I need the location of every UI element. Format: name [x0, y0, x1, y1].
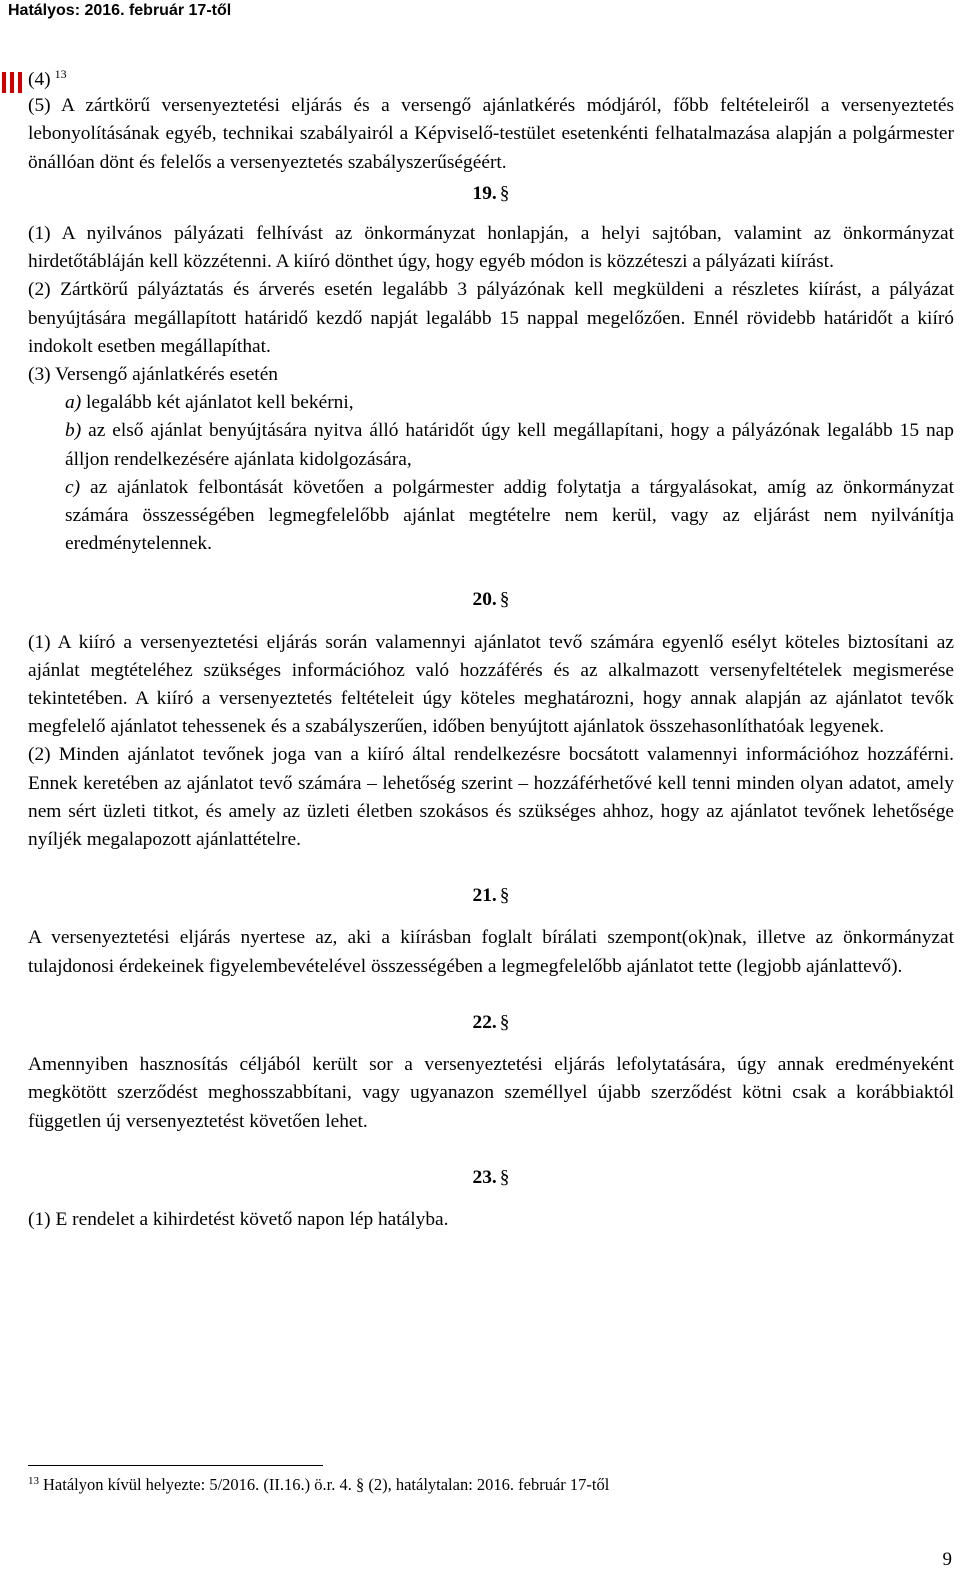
footnote-number: 13 — [28, 1474, 39, 1487]
s19-item-a — [28, 389, 954, 417]
paragraph-4-label: (4) — [28, 69, 51, 90]
item-a-label: a) — [65, 392, 82, 414]
s19-para-3: (3) Versengő ajánlatkérés esetén — [28, 364, 278, 386]
s19-item-c — [28, 474, 954, 559]
s19-para-2: (2) Zártkörű pályáztatás és árverés esetén legalább 3 pályázónak kell megküldeni a részletes kiírást, a pályázat benyújtására megállapított határidő kezdő napját legalább 15 nappal megelőzően. Ennél rövidebb határidőt a kiíró indokolt esetben megállapíthat. — [28, 279, 954, 357]
section-19-heading — [28, 180, 954, 208]
section-23-heading — [28, 1164, 954, 1192]
item-c-label: c) — [65, 476, 81, 498]
paragraph-4 — [28, 66, 954, 94]
s19-para-1: (1) A nyilvános pályázati felhívást az önkormányzat honlapján, a helyi sajtóban, valamint az önkormányzat hirdetőtábláján kell közzétenni. A kiíró dönthet úgy, hogy egyéb módon is közzéteszi a pályázati kiírást. — [28, 223, 954, 273]
section-sign-icon[interactable]: § — [499, 1011, 510, 1033]
section-sign-icon[interactable]: § — [499, 885, 510, 907]
footnote-ref[interactable]: 13 — [54, 66, 67, 81]
item-b-text: az első ajánlat benyújtására nyitva álló határidőt úgy kell megállapítani, hogy a pályázónak legalább 15 nap álljon rendelkezésére ajánlata kidolgozására, — [65, 420, 954, 470]
s22-para-1: Amennyiben hasznosítás céljából került sor a versenyeztetési eljárás lefolytatására, úgy annak eredményeként megkötött szerződést meghosszabbítani, vagy ugyanazon személlyel újabb szerződést kötni csak a korábbiaktól független új versenyeztetést követően lehet. — [28, 1054, 954, 1132]
s21-para-1: A versenyeztetési eljárás nyertese az, aki a kiírásban foglalt bírálati szempont(ok)nak, illetve az önkormányzat tulajdonosi érdekeinek figyelembevételével összességében a legmegfelelőbb ajánlatot tette (legjobb ajánlattevő). — [28, 927, 954, 977]
item-b-label: b) — [65, 420, 82, 442]
document-body — [28, 66, 954, 1234]
section-23-number: 23. — [472, 1166, 497, 1188]
s20-para-2: (2) Minden ajánlatot tevőnek joga van a kiíró által rendelkezésre bocsátott valamennyi információhoz hozzáférni. Ennek keretében az ajánlatot tevő számára – lehetőség szerint – hozzáférhetővé kell tenni minden olyan adatot, amely nem sért üzleti titkot, és amely az üzleti életben szokásos és szükséges ahhoz, hogy az ajánlatot tevőnek lehetősége nyíljék megalapozott ajánlattételre. — [28, 744, 954, 851]
footnote-text: Hatályon kívül helyezte: 5/2016. (II.16.) ö.r. 4. § (2), hatálytalan: 2016. február 17-től — [43, 1475, 610, 1494]
effective-date-header: Hatályos: 2016. február 17-től — [8, 2, 232, 19]
section-19-number: 19. — [472, 182, 497, 204]
section-sign-icon[interactable]: § — [499, 1166, 510, 1188]
page-number: 9 — [942, 1549, 952, 1570]
section-sign-icon[interactable]: § — [499, 589, 510, 611]
paragraph-5: (5) A zártkörű versenyeztetési eljárás és a versengő ajánlatkérés módjáról, főbb feltételeiről a versenyeztetés lebonyolításának egyéb, technikai szabályairól a Képviselő-testület esetenkénti felhatalmazása alapján a polgármester önállóan dönt és felelős a versenyeztetés szabályszerűségéért. — [28, 95, 954, 173]
section-21-number: 21. — [472, 885, 497, 907]
item-a-text: legalább két ajánlatot kell bekérni, — [86, 392, 354, 414]
section-22-number: 22. — [472, 1011, 497, 1033]
section-22-heading — [28, 1009, 954, 1037]
section-21-heading — [28, 882, 954, 910]
footnote-divider — [28, 1465, 323, 1466]
section-20-number: 20. — [472, 589, 497, 611]
s19-item-b — [28, 417, 954, 473]
s20-para-1: (1) A kiíró a versenyeztetési eljárás során valamennyi ajánlatot tevő számára egyenlő esélyt köteles biztosítani az ajánlat megtételéhez szükséges információhoz való hozzáférés és az alkalmazott versenyfeltételek megismerése tekintetében. A kiíró a versenyeztetés feltételeit úgy köteles meghatározni, hogy annak alapján az ajánlatot tevők megfelelő ajánlatot tehessenek és a szabályszerűen, időben benyújtott ajánlatok összehasonlíthatóak legyenek. — [28, 631, 954, 738]
item-c-text: az ajánlatok felbontását követően a polgármester addig folytatja a tárgyalásokat, amíg az önkormányzat számára összességében legmegfelelőbb ajánlat megtételre nem kerül, vagy az eljárást nem nyilvánítja eredménytelennek. — [65, 476, 955, 555]
footnote — [28, 1474, 948, 1496]
s23-para-1: (1) E rendelet a kihirdetést követő napon lép hatályba. — [28, 1208, 449, 1230]
section-sign-icon[interactable]: § — [499, 182, 510, 204]
section-20-heading — [28, 586, 954, 614]
